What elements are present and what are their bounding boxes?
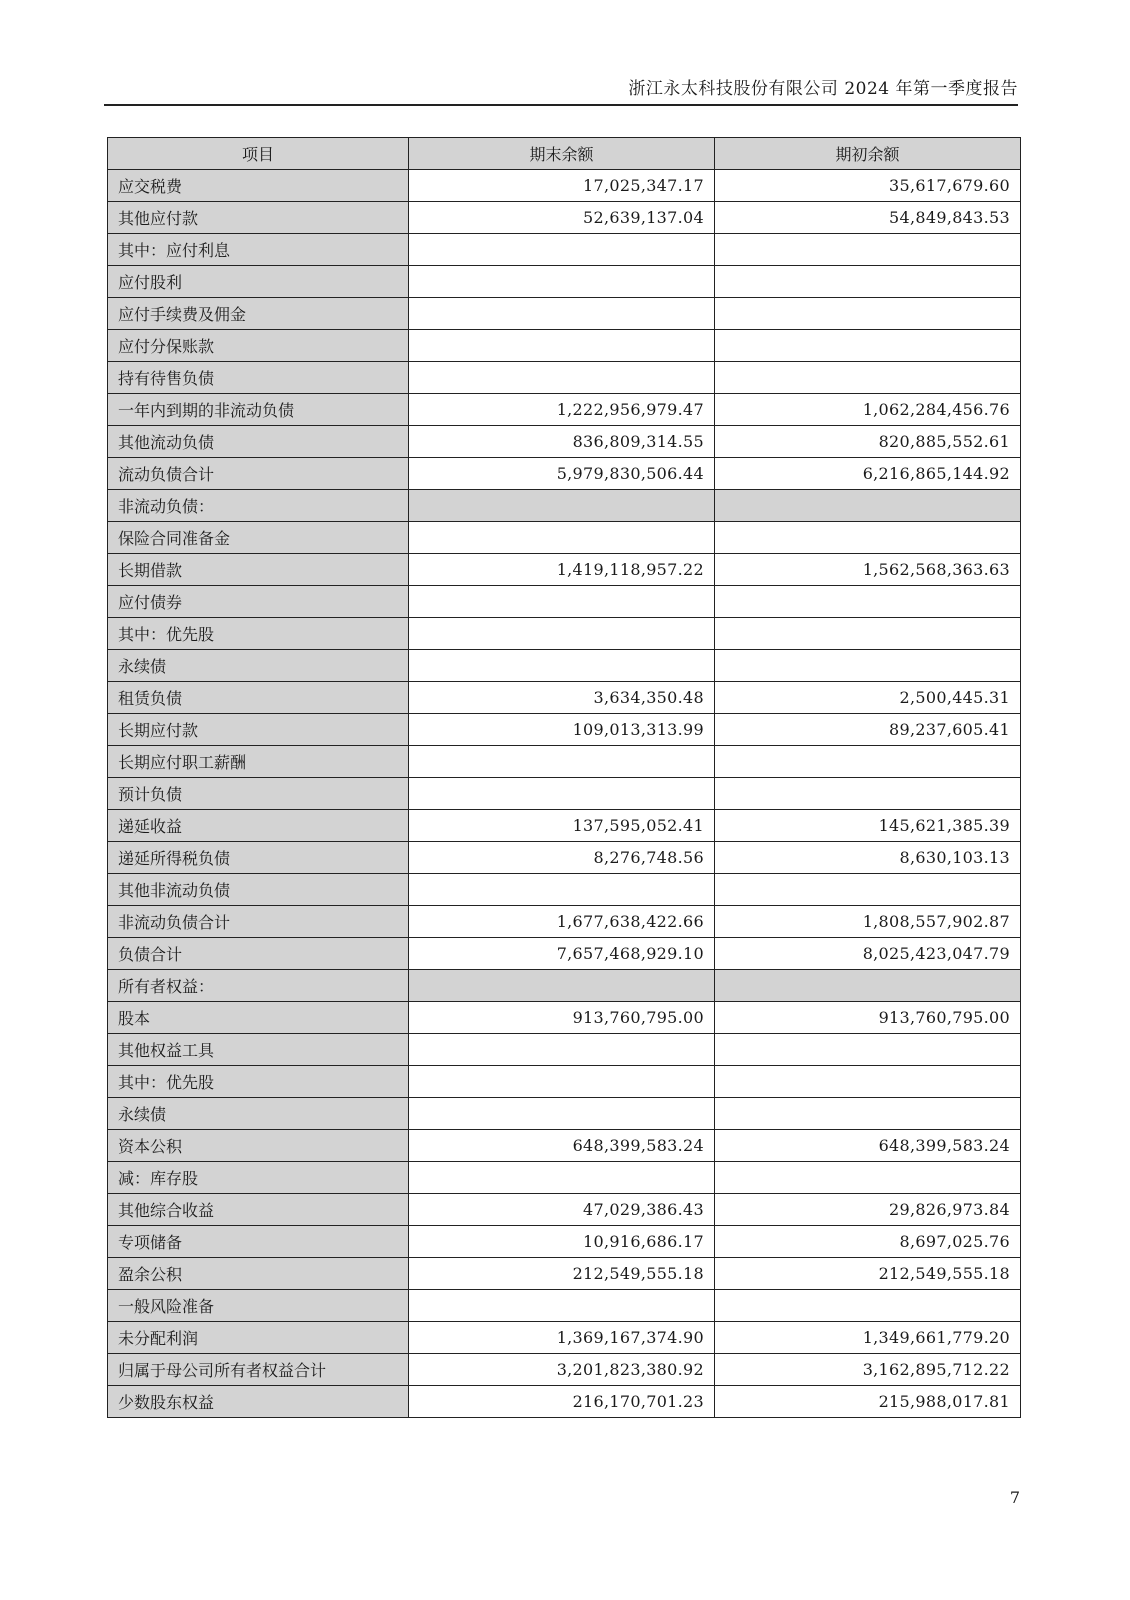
begin-balance-cell: 215,988,017.81: [715, 1386, 1021, 1418]
begin-balance-cell: [715, 522, 1021, 554]
column-header-item: 项目: [108, 138, 409, 170]
row-label: 非流动负债：: [108, 490, 409, 522]
end-balance-cell: 137,595,052.41: [409, 810, 715, 842]
table-row: [108, 234, 1021, 266]
row-label: 归属于母公司所有者权益合计: [108, 1354, 409, 1386]
table-row: [108, 266, 1021, 298]
begin-balance-cell: [715, 330, 1021, 362]
end-balance-cell: [409, 266, 715, 298]
end-balance-cell: [409, 234, 715, 266]
end-balance-cell: [409, 1034, 715, 1066]
table-row: [108, 1226, 1021, 1258]
table-row: [108, 1098, 1021, 1130]
end-balance-cell: [409, 618, 715, 650]
header-rule: [104, 104, 1018, 106]
begin-balance-cell: 29,826,973.84: [715, 1194, 1021, 1226]
row-label: 递延收益: [108, 810, 409, 842]
end-balance-cell: 1,222,956,979.47: [409, 394, 715, 426]
section-row: [108, 970, 1021, 1002]
end-balance-cell: [409, 650, 715, 682]
begin-balance-cell: 8,697,025.76: [715, 1226, 1021, 1258]
begin-balance-cell: 54,849,843.53: [715, 202, 1021, 234]
end-balance-cell: [409, 330, 715, 362]
begin-balance-cell: 145,621,385.39: [715, 810, 1021, 842]
begin-balance-cell: [715, 650, 1021, 682]
begin-balance-cell: 35,617,679.60: [715, 170, 1021, 202]
begin-balance-cell: 1,349,661,779.20: [715, 1322, 1021, 1354]
page-number: 7: [1009, 1488, 1020, 1507]
end-balance-cell: [409, 298, 715, 330]
begin-balance-cell: [715, 234, 1021, 266]
table-row: [108, 1034, 1021, 1066]
row-label: 其中：优先股: [108, 618, 409, 650]
end-balance-cell: [409, 778, 715, 810]
begin-balance-cell: 1,808,557,902.87: [715, 906, 1021, 938]
begin-balance-cell: 648,399,583.24: [715, 1130, 1021, 1162]
end-balance-cell: [409, 1066, 715, 1098]
row-label: 持有待售负债: [108, 362, 409, 394]
begin-balance-cell: 820,885,552.61: [715, 426, 1021, 458]
table-row: [108, 1386, 1021, 1418]
table-row: [108, 458, 1021, 490]
end-balance-cell: 3,634,350.48: [409, 682, 715, 714]
end-balance-cell: [409, 1098, 715, 1130]
begin-balance-cell: 1,062,284,456.76: [715, 394, 1021, 426]
begin-balance-cell: [715, 1290, 1021, 1322]
end-balance-cell: [409, 1162, 715, 1194]
end-balance-cell: 216,170,701.23: [409, 1386, 715, 1418]
table-row: [108, 1322, 1021, 1354]
end-balance-cell: [409, 490, 715, 522]
row-label: 保险合同准备金: [108, 522, 409, 554]
table-row: [108, 330, 1021, 362]
begin-balance-cell: 8,025,423,047.79: [715, 938, 1021, 970]
row-label: 盈余公积: [108, 1258, 409, 1290]
row-label: 应交税费: [108, 170, 409, 202]
table-body: [108, 170, 1021, 1418]
begin-balance-cell: [715, 746, 1021, 778]
end-balance-cell: 5,979,830,506.44: [409, 458, 715, 490]
begin-balance-cell: 89,237,605.41: [715, 714, 1021, 746]
end-balance-cell: 648,399,583.24: [409, 1130, 715, 1162]
begin-balance-cell: [715, 618, 1021, 650]
table-row: [108, 362, 1021, 394]
table-row: [108, 1002, 1021, 1034]
end-balance-cell: [409, 1290, 715, 1322]
begin-balance-cell: [715, 362, 1021, 394]
row-label: 所有者权益：: [108, 970, 409, 1002]
begin-balance-cell: 6,216,865,144.92: [715, 458, 1021, 490]
row-label: 应付股利: [108, 266, 409, 298]
table-row: [108, 170, 1021, 202]
table-row: [108, 426, 1021, 458]
row-label: 应付分保账款: [108, 330, 409, 362]
end-balance-cell: 17,025,347.17: [409, 170, 715, 202]
end-balance-cell: [409, 586, 715, 618]
table-row: [108, 554, 1021, 586]
row-label: 长期应付职工薪酬: [108, 746, 409, 778]
begin-balance-cell: 212,549,555.18: [715, 1258, 1021, 1290]
table-row: [108, 618, 1021, 650]
row-label: 预计负债: [108, 778, 409, 810]
row-label: 流动负债合计: [108, 458, 409, 490]
begin-balance-cell: [715, 266, 1021, 298]
end-balance-cell: [409, 522, 715, 554]
begin-balance-cell: [715, 1098, 1021, 1130]
begin-balance-cell: 8,630,103.13: [715, 842, 1021, 874]
table-row: [108, 714, 1021, 746]
row-label: 少数股东权益: [108, 1386, 409, 1418]
end-balance-cell: [409, 362, 715, 394]
end-balance-cell: [409, 746, 715, 778]
end-balance-cell: [409, 970, 715, 1002]
table-row: [108, 1354, 1021, 1386]
row-label: 其他应付款: [108, 202, 409, 234]
row-label: 股本: [108, 1002, 409, 1034]
end-balance-cell: 1,419,118,957.22: [409, 554, 715, 586]
row-label: 一年内到期的非流动负债: [108, 394, 409, 426]
end-balance-cell: 109,013,313.99: [409, 714, 715, 746]
begin-balance-cell: [715, 970, 1021, 1002]
column-header-end-balance: 期末余额: [409, 138, 715, 170]
end-balance-cell: 836,809,314.55: [409, 426, 715, 458]
row-label: 长期借款: [108, 554, 409, 586]
end-balance-cell: 52,639,137.04: [409, 202, 715, 234]
table-row: [108, 682, 1021, 714]
table-row: [108, 586, 1021, 618]
table-row: [108, 650, 1021, 682]
row-label: 应付债券: [108, 586, 409, 618]
end-balance-cell: [409, 874, 715, 906]
table-row: [108, 1162, 1021, 1194]
row-label: 其中：应付利息: [108, 234, 409, 266]
table-row: [108, 522, 1021, 554]
begin-balance-cell: [715, 874, 1021, 906]
begin-balance-cell: [715, 778, 1021, 810]
table-row: [108, 906, 1021, 938]
begin-balance-cell: [715, 586, 1021, 618]
table-row: [108, 1130, 1021, 1162]
balance-sheet-table: [107, 137, 1021, 1418]
begin-balance-cell: [715, 1066, 1021, 1098]
begin-balance-cell: [715, 490, 1021, 522]
row-label: 其他综合收益: [108, 1194, 409, 1226]
table-row: [108, 938, 1021, 970]
table-row: [108, 298, 1021, 330]
end-balance-cell: 7,657,468,929.10: [409, 938, 715, 970]
end-balance-cell: 10,916,686.17: [409, 1226, 715, 1258]
table-row: [108, 874, 1021, 906]
table-row: [108, 202, 1021, 234]
row-label: 其他权益工具: [108, 1034, 409, 1066]
row-label: 未分配利润: [108, 1322, 409, 1354]
end-balance-cell: 3,201,823,380.92: [409, 1354, 715, 1386]
end-balance-cell: 8,276,748.56: [409, 842, 715, 874]
end-balance-cell: 1,369,167,374.90: [409, 1322, 715, 1354]
table-row: [108, 746, 1021, 778]
begin-balance-cell: [715, 1034, 1021, 1066]
begin-balance-cell: [715, 1162, 1021, 1194]
row-label: 长期应付款: [108, 714, 409, 746]
row-label: 永续债: [108, 650, 409, 682]
row-label: 租赁负债: [108, 682, 409, 714]
table-row: [108, 394, 1021, 426]
row-label: 其中：优先股: [108, 1066, 409, 1098]
section-row: [108, 490, 1021, 522]
begin-balance-cell: 3,162,895,712.22: [715, 1354, 1021, 1386]
column-header-begin-balance: 期初余额: [715, 138, 1021, 170]
end-balance-cell: 47,029,386.43: [409, 1194, 715, 1226]
table-row: [108, 810, 1021, 842]
table-row: [108, 778, 1021, 810]
end-balance-cell: 913,760,795.00: [409, 1002, 715, 1034]
end-balance-cell: 212,549,555.18: [409, 1258, 715, 1290]
table-row: [108, 1258, 1021, 1290]
row-label: 应付手续费及佣金: [108, 298, 409, 330]
begin-balance-cell: 1,562,568,363.63: [715, 554, 1021, 586]
page-header: 浙江永太科技股份有限公司 2024 年第一季度报告: [628, 79, 1018, 99]
begin-balance-cell: 913,760,795.00: [715, 1002, 1021, 1034]
table-row: [108, 1066, 1021, 1098]
begin-balance-cell: [715, 298, 1021, 330]
row-label: 专项储备: [108, 1226, 409, 1258]
table-row: [108, 1194, 1021, 1226]
row-label: 其他非流动负债: [108, 874, 409, 906]
row-label: 资本公积: [108, 1130, 409, 1162]
row-label: 其他流动负债: [108, 426, 409, 458]
row-label: 递延所得税负债: [108, 842, 409, 874]
table-row: [108, 1290, 1021, 1322]
begin-balance-cell: 2,500,445.31: [715, 682, 1021, 714]
row-label: 减：库存股: [108, 1162, 409, 1194]
end-balance-cell: 1,677,638,422.66: [409, 906, 715, 938]
row-label: 非流动负债合计: [108, 906, 409, 938]
row-label: 负债合计: [108, 938, 409, 970]
table-row: [108, 842, 1021, 874]
row-label: 永续债: [108, 1098, 409, 1130]
row-label: 一般风险准备: [108, 1290, 409, 1322]
table-header-row: [108, 138, 1021, 170]
